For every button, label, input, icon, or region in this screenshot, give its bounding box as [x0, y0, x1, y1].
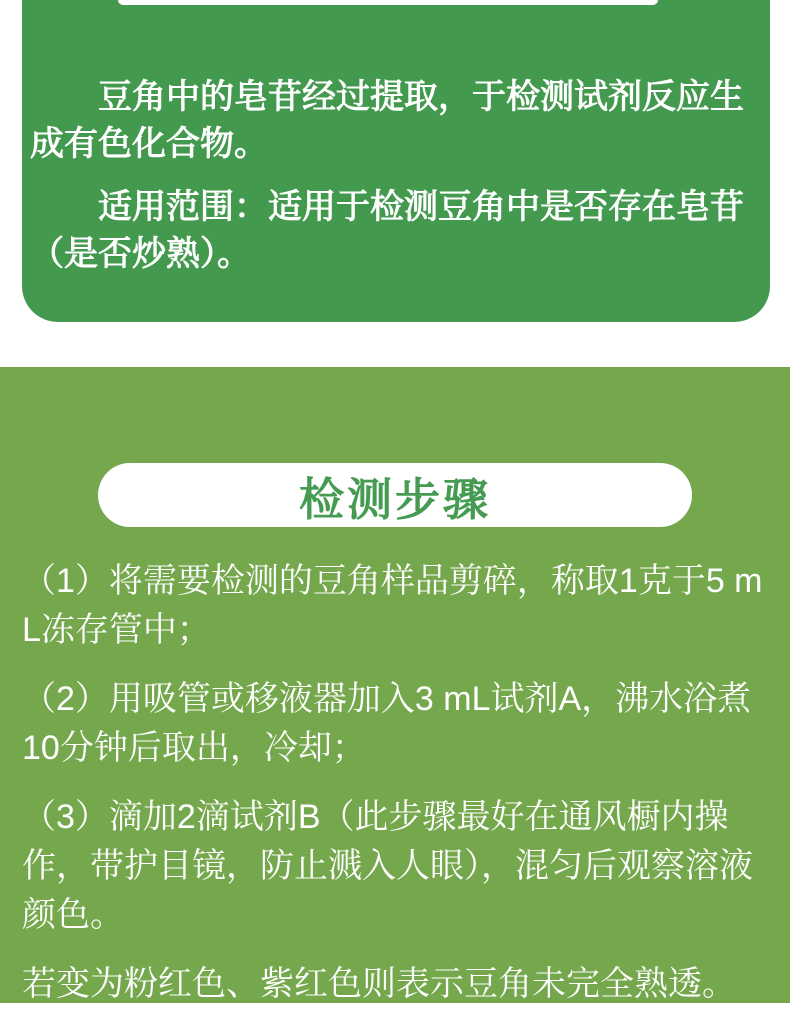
- result-note: 若变为粉红色、紫红色则表示豆角未完全熟透。: [22, 965, 736, 1003]
- step-item-3: （3）滴加2滴试剂B（此步骤最好在通风橱内操作，带护目镜，防止溅入人眼），混匀后观察溶液颜色。: [22, 798, 753, 934]
- step-item-1: （1）将需要检测的豆角样品剪碎，称取1克于5 mL冻存管中；: [22, 562, 763, 649]
- steps-header-pill: [98, 463, 692, 527]
- intro-card: [22, 0, 770, 322]
- steps-section: [0, 367, 790, 1003]
- steps-body: [0, 557, 790, 1009]
- intro-paragraph-scope: 适用范围：适用于检测豆角中是否存在皂苷（是否炒熟）。: [30, 188, 744, 273]
- top-card-bottom-edge: [118, 0, 658, 5]
- steps-header-label: 检测步骤: [298, 473, 491, 525]
- step-item-2: （2）用吸管或移液器加入3 mL试剂A，沸水浴煮10分钟后取出，冷却；: [22, 680, 752, 767]
- intro-paragraph-principle: 豆角中的皂苷经过提取，于检测试剂反应生成有色化合物。: [30, 78, 744, 163]
